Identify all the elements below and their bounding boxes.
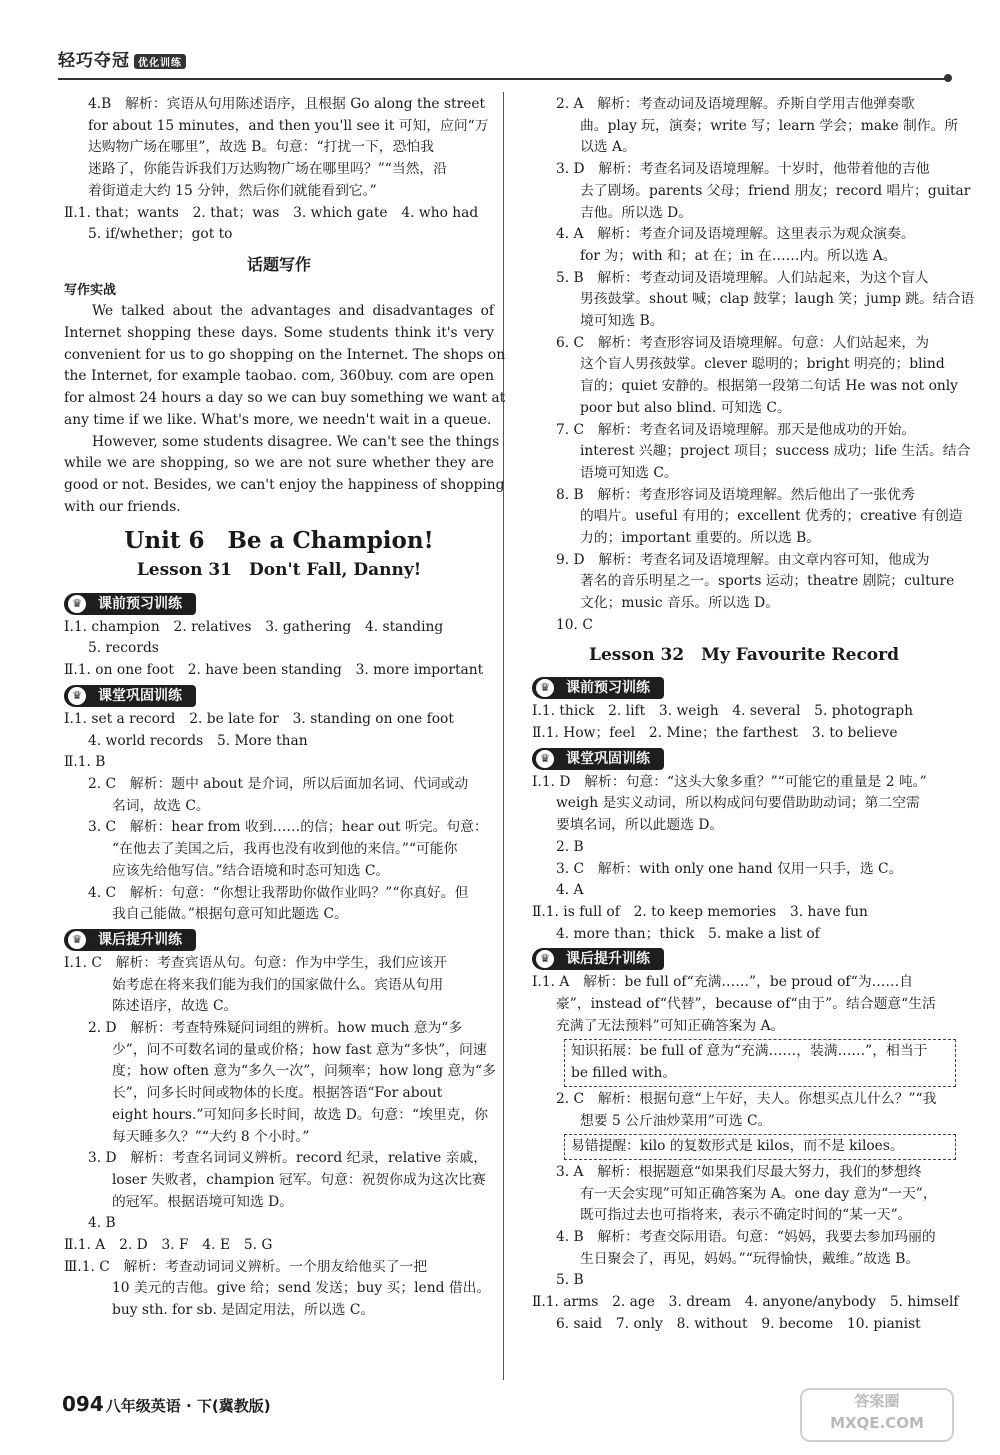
page-number: 094 (62, 1392, 104, 1416)
brand-logo-subtitle: 优化训练 (134, 54, 186, 69)
essay-line: while we are shopping, so we are not sure whether they are (64, 455, 494, 472)
answer-line: 7. C 解析：考查名词及语境理解。那天是他成功的开始。 (556, 421, 916, 438)
lesson-title: Lesson 32 My Favourite Record (588, 644, 899, 665)
answer-line: 境可知选 B。 (580, 313, 664, 330)
answer-line: 10. C (556, 616, 593, 633)
answer-line: Ⅰ.1. D 解析：句意：“这头大象多重？”“可能它的重量是 2 吨。” (532, 773, 927, 790)
watermark-line-1: 答案圈 (854, 1392, 900, 1410)
crown-icon: ♛ (536, 750, 554, 768)
essay-line: convenient for us to go shopping on the Internet. The shops on (64, 346, 506, 363)
header-rule-dot (944, 74, 952, 82)
answer-line: “在他去了美国之后，我再也没有收到他的来信。”“可能你 (112, 841, 458, 858)
answer-line: loser 失败者，champion 冠军。句意：祝贺你成为这次比赛 (112, 1171, 486, 1188)
answer-line: 4. A 解析：考查介词及语境理解。这里表示为观众演奏。 (556, 226, 915, 243)
header-rule (58, 78, 948, 80)
answer-line: 3. A 解析：根据题意“如果我们尽最大努力，我们的梦想终 (556, 1163, 922, 1180)
answer-line: 既可指过去也可指将来，表示不确定时间的“某一天”。 (580, 1207, 912, 1224)
essay-line: with our friends. (64, 498, 181, 515)
answer-line: 4. B 解析：考查交际用语。句意：“妈妈，我要去参加玛丽的 (556, 1229, 936, 1246)
answer-line: 每天睡多久？”“大约 8 个小时。” (112, 1128, 310, 1145)
answer-line: 5. records (88, 640, 159, 657)
answer-line: Ⅱ.1. B (64, 754, 106, 771)
answer-line: 始考虑在将来我们能为我们的国家做什么。宾语从句用 (112, 976, 444, 993)
answer-line: 4.B 解析：宾语从句用陈述语序，且根据 Go along the street (88, 96, 486, 112)
answer-line: 3. C 解析：with only one hand 仅用一只手，选 C。 (556, 860, 903, 877)
answer-line: 5. B (556, 1272, 584, 1289)
answer-line: Ⅱ.1. How；feel 2. Mine；the farthest 3. to believe (532, 724, 898, 741)
section-banner-row (532, 674, 956, 701)
answer-line: Ⅰ.1. champion 2. relatives 3. gathering 4. standing (64, 618, 444, 635)
answer-line: interest 兴趣；project 项目；success 成功；life 生活。结合 (580, 443, 971, 460)
answer-line: Ⅰ.1. set a record 2. be late for 3. standing on one foot (64, 710, 454, 727)
section-banner-row (532, 745, 956, 772)
crown-icon: ♛ (68, 595, 86, 613)
crown-icon: ♛ (536, 679, 554, 697)
section-title: 话题写作 (246, 254, 311, 274)
answer-line: 盲的；quiet 安静的。根据第一段第二句话 He was not only (580, 378, 958, 395)
answer-line: Ⅰ.1. A 解析：be full of“充满……”，be proud of“为……自 (532, 974, 914, 991)
section-banner (532, 948, 664, 970)
answer-line: 2. C 解析：根据句意“上午好，夫人。你想买点儿什么？”“我 (556, 1090, 937, 1107)
section-banner-label: 课后提升训练 (566, 951, 650, 968)
section-banner-row (532, 945, 956, 972)
answer-line: for 为；with 和；at 在；in 在……内。所以选 A。 (580, 247, 897, 264)
watermark-logo (800, 1388, 954, 1442)
answer-line: 力的；important 重要的。所以选 B。 (580, 530, 821, 547)
answer-line: 6. said 7. only 8. without 9. become 10. pianist (556, 1315, 921, 1332)
page-header (58, 44, 948, 84)
answer-line: 要填名词，所以此题选 D。 (556, 817, 724, 834)
essay-line: However, some students disagree. We can't see the things (92, 433, 500, 450)
essay-line: the Internet, for example taobao. com, 360buy. com are open (64, 368, 494, 385)
lesson-title: Lesson 31 Don't Fall, Danny! (136, 560, 422, 581)
section-banner-row (64, 590, 494, 617)
answer-line: 6. C 解析：考查形容词及语境理解。句意：人们站起来，为 (556, 334, 930, 351)
essay-line: for almost 24 hours a day so we can buy something we want at (64, 390, 506, 407)
section-banner-label: 课堂巩固训练 (566, 750, 650, 767)
tip-box-line: be filled with。 (571, 1065, 677, 1082)
answer-line: Ⅱ.1. that；wants 2. that；was 3. which gate 4. who had (64, 204, 479, 221)
answer-line: 的冠军。根据语境可知选 D。 (112, 1193, 294, 1210)
answer-line: 语境可知选 C。 (580, 464, 678, 481)
answer-line: 的唱片。useful 有用的；excellent 优秀的；creative 有创造 (580, 508, 963, 525)
answer-line: 生日聚会了，再见，妈妈。”“玩得愉快，戴维。”故选 B。 (580, 1250, 920, 1267)
answer-line: 有一天会实现”可知正确答案为 A。one day 意为“一天”， (580, 1185, 937, 1202)
section-subheading: 写作实战 (64, 282, 117, 298)
answer-line: 豪”，instead of“代替”，because of“由于”。结合题意“生活 (556, 996, 936, 1013)
answer-line: Ⅰ.1. thick 2. lift 3. weigh 4. several 5. photograph (532, 703, 913, 720)
right-column (532, 94, 975, 1336)
answer-line: 去了剧场。parents 父母；friend 朋友；record 唱片；guitar (580, 182, 971, 199)
answer-line: 4. more than；thick 5. make a list of (556, 925, 820, 942)
essay-line: good or not. Besides, we can't enjoy the happiness of shopping (64, 476, 505, 493)
answer-line: 3. C 解析：hear from 收到……的信；hear out 听完。句意： (88, 819, 488, 836)
watermark-line-2: MXQE.COM (830, 1414, 924, 1432)
section-banner-label: 课堂巩固训练 (98, 687, 182, 704)
answer-line: 3. D 解析：考查名词词义辨析。record 纪录，relative 亲戚， (88, 1150, 488, 1167)
section-banner-label: 课后提升训练 (98, 931, 182, 948)
column-divider (503, 92, 504, 1380)
answer-line: buy sth. for sb. 是固定用法，所以选 C。 (112, 1302, 375, 1319)
answer-line: 10 美元的吉他。give 给；send 发送；buy 买；lend 借出。 (112, 1280, 491, 1297)
footer-book-title: 八年级英语 · 下(冀教版) (105, 1397, 271, 1415)
tip-box (564, 1039, 956, 1086)
answer-line: 迷路了，你能告诉我们万达购物广场在哪里吗？”“当然，沿 (88, 161, 448, 178)
answer-line: weigh 是实义动词，所以构成问句要借助助动词；第二空需 (556, 795, 920, 812)
section-banner (64, 685, 196, 707)
answer-line: 2. C 解析：题中 about 是介词，所以后面加名词、代词或动 (88, 775, 469, 792)
answer-line: 3. D 解析：考查名词及语境理解。十岁时，他带着他的吉他 (556, 161, 930, 178)
answer-line: 文化；music 音乐。所以选 D。 (580, 595, 779, 612)
answer-line: 5. B 解析：考查动词及语境理解。人们站起来，为这个盲人 (556, 269, 929, 286)
left-column (64, 94, 506, 1322)
answer-line: 度；how often 意为“多久一次”，问频率；how long 意为“多 (112, 1063, 496, 1080)
tip-box (564, 1134, 956, 1160)
section-banner (64, 593, 196, 615)
section-banner-label: 课前预习训练 (566, 680, 650, 697)
answer-line: 吉他。所以选 D。 (580, 204, 693, 221)
crown-icon: ♛ (68, 931, 86, 949)
answer-line: 陈述语序，故选 C。 (112, 998, 238, 1015)
answer-line: 男孩鼓掌。shout 喊；clap 鼓掌；laugh 笑；jump 跳。结合语 (580, 291, 975, 308)
answer-line: poor but also blind. 可知选 C。 (580, 399, 791, 416)
essay-line: Internet shopping these days. Some students think it's very (64, 325, 494, 342)
brand-logo (58, 46, 186, 71)
answer-line: 2. D 解析：考查特殊疑问词组的辨析。how much 意为“多 (88, 1020, 463, 1037)
crown-icon: ♛ (536, 950, 554, 968)
answer-line: 2. A 解析：考查动词及语境理解。乔斯自学用吉他弹奏歌 (556, 96, 915, 112)
crown-icon: ♛ (68, 687, 86, 705)
section-banner-row (64, 926, 494, 953)
answer-line: 4. world records 5. More than (88, 732, 308, 749)
answer-line: eight hours.”可知问多长时间，故选 D。句意：“埃里克，你 (112, 1106, 489, 1123)
brand-logo-text: 轻巧夺冠 (58, 51, 130, 71)
answer-line: 应该先给他写信。”结合语境和时态可知选 C。 (112, 862, 390, 879)
answer-line: 2. B (556, 838, 584, 855)
answer-line: 少”，问不可数名词的量或价格；how fast 意为“多快”，问速 (112, 1041, 487, 1058)
answer-line: 想要 5 公斤油炒菜用”可选 C。 (580, 1112, 772, 1129)
page-footer (62, 1392, 271, 1416)
section-banner-row (64, 682, 494, 709)
essay-line: We talked about the advantages and disadvantages of (92, 303, 494, 320)
section-banner-label: 课前预习训练 (98, 595, 182, 612)
section-banner (532, 677, 664, 699)
answer-line: 4. B (88, 1215, 116, 1232)
answer-line: 以选 A。 (580, 139, 636, 156)
essay-line: any time if we like. What's more, we needn't wait in a queue. (64, 411, 492, 428)
answer-line: 着街道走大约 15 分钟，然后你们就能看到它。” (88, 182, 377, 199)
answer-line: 8. B 解析：考查形容词及语境理解。然后他出了一张优秀 (556, 486, 915, 503)
answer-line: 充满了无法预料”可知正确答案为 A。 (556, 1017, 785, 1034)
answer-line: Ⅱ.1. A 2. D 3. F 4. E 5. G (64, 1237, 273, 1254)
tip-box-line: 知识拓展：be full of 意为“充满……，装满……”，相当于 (571, 1043, 928, 1060)
answer-line: 长”，问多长时间或物体的长度。根据答语“For about (112, 1085, 443, 1102)
unit-title: Unit 6 Be a Champion! (124, 527, 434, 555)
answer-line: 名词，故选 C。 (112, 797, 210, 814)
answer-line: 9. D 解析：考查名词及语境理解。由文章内容可知，他成为 (556, 551, 930, 568)
answer-line: 4. A (556, 882, 584, 899)
answer-line: 著名的音乐明星之一。sports 运动；theatre 剧院；culture (580, 573, 955, 590)
section-banner (532, 748, 664, 770)
answer-line: 4. C 解析：句意：“你想让我帮助你做作业吗？”“你真好。但 (88, 884, 469, 901)
answer-line: Ⅱ.1. is full of 2. to keep memories 3. have fun (532, 903, 868, 920)
answer-line: 5. if/whether；got to (88, 226, 233, 243)
answer-line: Ⅱ.1. arms 2. age 3. dream 4. anyone/anybody 5. himself (532, 1294, 959, 1311)
section-banner (64, 929, 196, 951)
answer-line: 达购物广场在哪里”，故选 B。句意：“打扰一下，恐怕我 (88, 139, 434, 156)
tip-box-line: 易错提醒：kilo 的复数形式是 kilos，而不是 kiloes。 (571, 1138, 904, 1155)
answer-line: 我自己能做。”根据句意可知此题选 C。 (112, 906, 348, 923)
answer-line: 这个盲人男孩鼓掌。clever 聪明的；bright 明亮的；blind (580, 356, 945, 373)
answer-line: for about 15 minutes，and then you'll see it 可知，应问“万 (88, 117, 489, 134)
answer-line: 曲。play 玩，演奏；write 写；learn 学会；make 制作。所 (580, 117, 959, 134)
answer-line: Ⅱ.1. on one foot 2. have been standing 3. more important (64, 662, 484, 679)
answer-line: Ⅰ.1. C 解析：考查宾语从句。句意：作为中学生，我们应该开 (64, 954, 447, 971)
answer-line: Ⅲ.1. C 解析：考查动词词义辨析。一个朋友给他买了一把 (64, 1258, 428, 1275)
